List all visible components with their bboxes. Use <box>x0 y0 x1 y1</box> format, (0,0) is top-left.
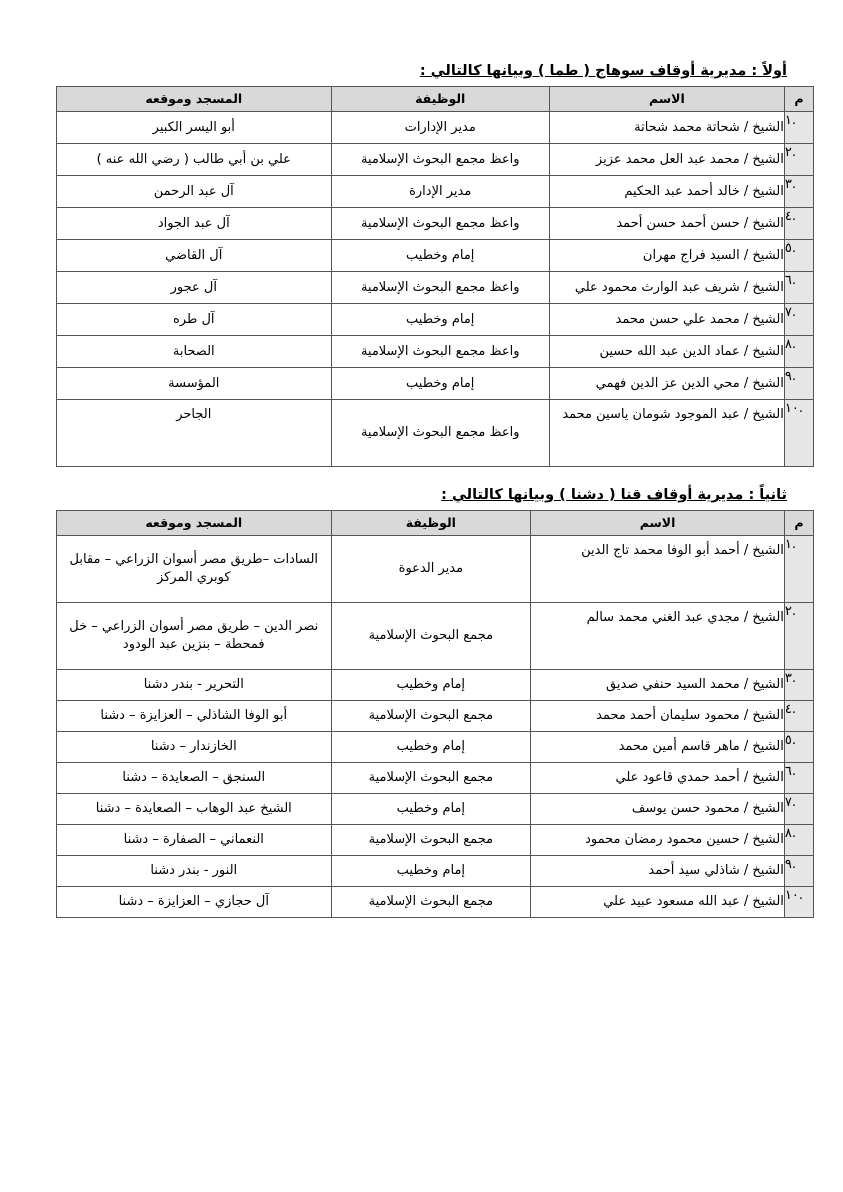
imam-name: الشيخ / عبد الموجود شومان ياسين محمد <box>549 400 784 467</box>
section1-heading <box>420 63 787 79</box>
table-row <box>57 304 814 336</box>
mosque-location: آل عبد الرحمن <box>57 176 332 208</box>
job-title: مدير الإدارات <box>331 112 549 144</box>
row-number: ٤. <box>784 701 813 732</box>
job-title: إمام وخطيب <box>331 670 531 701</box>
mosque-location: المؤسسة <box>57 368 332 400</box>
table-row <box>57 603 814 670</box>
row-number: ٦. <box>784 272 813 304</box>
section2-table <box>56 510 814 918</box>
table-row <box>57 825 814 856</box>
job-title: إمام وخطيب <box>331 794 531 825</box>
table-row <box>57 794 814 825</box>
job-title: واعظ مجمع البحوث الإسلامية <box>331 272 549 304</box>
section1-table <box>56 86 814 467</box>
col-header-job: الوظيفة <box>331 87 549 112</box>
row-number: ٧. <box>784 304 813 336</box>
imam-name: الشيخ / شحاتة محمد شحاتة <box>549 112 784 144</box>
imam-name: الشيخ / السيد فراج مهران <box>549 240 784 272</box>
imam-name: الشيخ / عبد الله مسعود عبيد علي <box>531 887 785 918</box>
job-title: مدير الإدارة <box>331 176 549 208</box>
table-row <box>57 887 814 918</box>
mosque-location: آل طره <box>57 304 332 336</box>
section2-header-row <box>57 511 814 536</box>
job-title: مجمع البحوث الإسلامية <box>331 763 531 794</box>
table-row <box>57 400 814 467</box>
table-row <box>57 701 814 732</box>
imam-name: الشيخ / محمود حسن يوسف <box>531 794 785 825</box>
row-number: ١٠. <box>784 887 813 918</box>
row-number: ٣. <box>784 670 813 701</box>
job-title: واعظ مجمع البحوث الإسلامية <box>331 336 549 368</box>
table-row <box>57 240 814 272</box>
row-number: ٦. <box>784 763 813 794</box>
job-title: مجمع البحوث الإسلامية <box>331 887 531 918</box>
col-header-num: م <box>784 87 813 112</box>
section1-heading-text: أولاً : مديرية أوقاف سوهاج ( طما ) وبيانها كالتالي <box>430 63 787 79</box>
mosque-location: أبو الوفا الشاذلي – العزايزة – دشنا <box>57 701 332 732</box>
imam-name: الشيخ / شريف عبد الوارث محمود علي <box>549 272 784 304</box>
job-title: واعظ مجمع البحوث الإسلامية <box>331 144 549 176</box>
mosque-location: آل حجازي – العزايزة – دشنا <box>57 887 332 918</box>
table-row <box>57 368 814 400</box>
mosque-location: الصحابة <box>57 336 332 368</box>
row-number: ٤. <box>784 208 813 240</box>
mosque-location: آل عبد الجواد <box>57 208 332 240</box>
section2-heading-colon: : <box>441 487 447 503</box>
row-number: ٩. <box>784 368 813 400</box>
table-row <box>57 856 814 887</box>
imam-name: الشيخ / حسين محمود رمضان محمود <box>531 825 785 856</box>
mosque-location: الشيخ عبد الوهاب – الصعايدة – دشنا <box>57 794 332 825</box>
section2-heading-text: ثانياً : مديرية أوقاف قنا ( دشنا ) وبيانها كالتالي <box>451 487 787 503</box>
job-title: إمام وخطيب <box>331 304 549 336</box>
row-number: ١. <box>784 112 813 144</box>
section2-heading <box>441 487 787 503</box>
job-title: واعظ مجمع البحوث الإسلامية <box>331 400 549 467</box>
mosque-location: الجاحر <box>57 400 332 467</box>
job-title: واعظ مجمع البحوث الإسلامية <box>331 208 549 240</box>
section1-header-row <box>57 87 814 112</box>
imam-name: الشيخ / عماد الدين عبد الله حسين <box>549 336 784 368</box>
imam-name: الشيخ / محمود سليمان أحمد محمد <box>531 701 785 732</box>
table-row <box>57 732 814 763</box>
mosque-location: أبو اليسر الكبير <box>57 112 332 144</box>
imam-name: الشيخ / محمد عبد العل محمد عزيز <box>549 144 784 176</box>
col-header-mosque: المسجد وموقعه <box>57 511 332 536</box>
table-row <box>57 208 814 240</box>
table-row <box>57 536 814 603</box>
mosque-location: النعماني – الصفارة – دشنا <box>57 825 332 856</box>
imam-name: الشيخ / محمد السيد حنفي صديق <box>531 670 785 701</box>
col-header-mosque: المسجد وموقعه <box>57 87 332 112</box>
job-title: مجمع البحوث الإسلامية <box>331 603 531 670</box>
job-title: مجمع البحوث الإسلامية <box>331 701 531 732</box>
job-title: إمام وخطيب <box>331 368 549 400</box>
table-row <box>57 763 814 794</box>
imam-name: الشيخ / حسن أحمد حسن أحمد <box>549 208 784 240</box>
mosque-location: الخازندار – دشنا <box>57 732 332 763</box>
imam-name: الشيخ / خالد أحمد عبد الحكيم <box>549 176 784 208</box>
job-title: مدير الدعوة <box>331 536 531 603</box>
job-title: مجمع البحوث الإسلامية <box>331 825 531 856</box>
imam-name: الشيخ / شاذلي سيد أحمد <box>531 856 785 887</box>
row-number: ٣. <box>784 176 813 208</box>
col-header-num: م <box>784 511 813 536</box>
table-row <box>57 144 814 176</box>
table-row <box>57 670 814 701</box>
row-number: ٥. <box>784 732 813 763</box>
section1-heading-colon: : <box>419 63 426 79</box>
imam-name: الشيخ / محمد علي حسن محمد <box>549 304 784 336</box>
table-row <box>57 336 814 368</box>
mosque-location: آل القاضي <box>57 240 332 272</box>
row-number: ١. <box>784 536 813 603</box>
imam-name: الشيخ / أحمد حمدي قاعود علي <box>531 763 785 794</box>
mosque-location: النور - بندر دشنا <box>57 856 332 887</box>
mosque-location: آل عجور <box>57 272 332 304</box>
row-number: ٧. <box>784 794 813 825</box>
col-header-job: الوظيفة <box>331 511 531 536</box>
row-number: ٢. <box>784 144 813 176</box>
row-number: ٩. <box>784 856 813 887</box>
row-number: ٨. <box>784 825 813 856</box>
col-header-name: الاسم <box>531 511 785 536</box>
imam-name: الشيخ / محي الدين عز الدين فهمي <box>549 368 784 400</box>
mosque-location: السادات –طريق مصر أسوان الزراعي – مقابل كوبري المركز <box>57 536 332 603</box>
mosque-location: السنجق – الصعايدة – دشنا <box>57 763 332 794</box>
job-title: إمام وخطيب <box>331 240 549 272</box>
imam-name: الشيخ / ماهر قاسم أمين محمد <box>531 732 785 763</box>
row-number: ١٠. <box>784 400 813 467</box>
row-number: ٨. <box>784 336 813 368</box>
col-header-name: الاسم <box>549 87 784 112</box>
table-row <box>57 272 814 304</box>
imam-name: الشيخ / مجدي عبد الغني محمد سالم <box>531 603 785 670</box>
mosque-location: علي بن أبي طالب ( رضي الله عنه ) <box>57 144 332 176</box>
row-number: ٢. <box>784 603 813 670</box>
mosque-location: نصر الدين – طريق مصر أسوان الزراعي – خل فمحطة – بنزين عبد الودود <box>57 603 332 670</box>
imam-name: الشيخ / أحمد أبو الوفا محمد تاج الدين <box>531 536 785 603</box>
job-title: إمام وخطيب <box>331 856 531 887</box>
job-title: إمام وخطيب <box>331 732 531 763</box>
mosque-location: التحرير - بندر دشنا <box>57 670 332 701</box>
table-row <box>57 112 814 144</box>
table-row <box>57 176 814 208</box>
row-number: ٥. <box>784 240 813 272</box>
